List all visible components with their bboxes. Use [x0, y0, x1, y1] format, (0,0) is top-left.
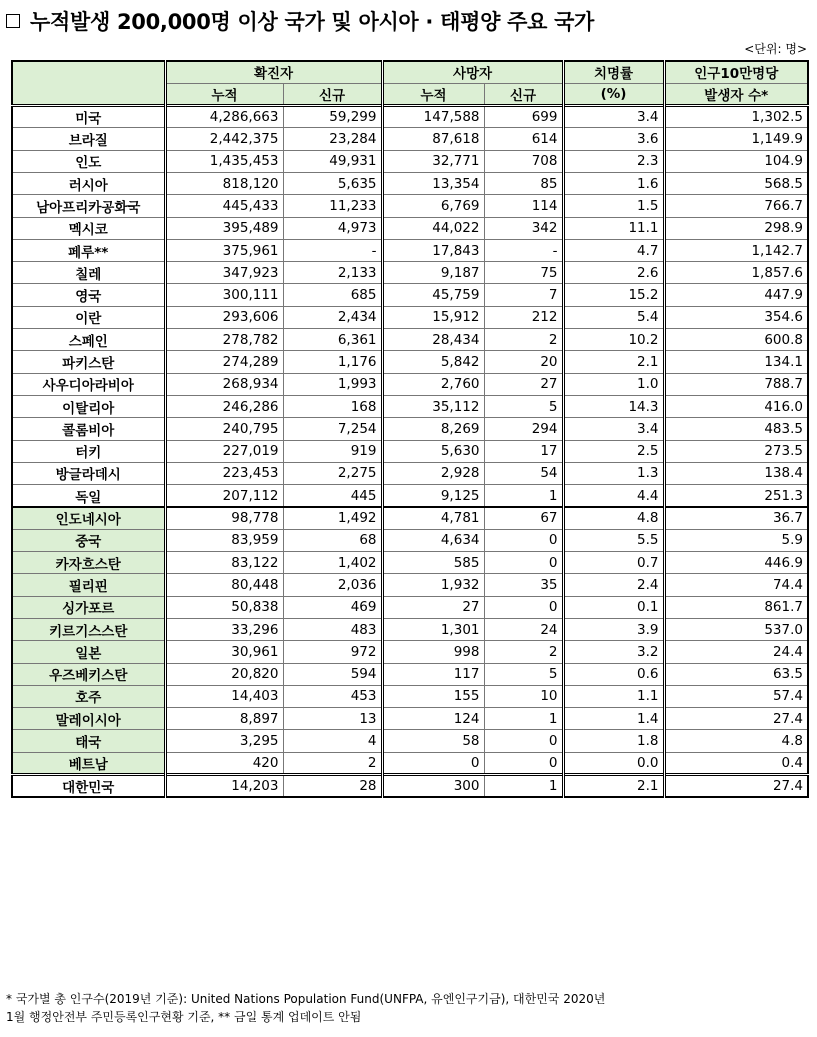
confirmed-new: 919: [283, 440, 382, 462]
country-name: 스페인: [12, 329, 165, 351]
country-name: 말레이시아: [12, 708, 165, 730]
table-row: [12, 150, 808, 172]
confirmed-cumulative: 30,961: [165, 641, 283, 663]
deaths-new: 5: [484, 395, 563, 417]
table-row: [12, 172, 808, 194]
per-100k: 74.4: [664, 574, 808, 596]
table-row: [12, 552, 808, 574]
fatality-rate: 0.0: [563, 752, 664, 774]
per-100k: 1,149.9: [664, 128, 808, 150]
country-name: 사우디아라비아: [12, 373, 165, 395]
deaths-new: -: [484, 239, 563, 261]
deaths-new: 0: [484, 752, 563, 774]
deaths-new: 17: [484, 440, 563, 462]
country-name: 남아프리카공화국: [12, 195, 165, 217]
confirmed-new: 168: [283, 395, 382, 417]
header-fatality-rate: 치명률: [563, 61, 664, 83]
deaths-cumulative: 2,760: [382, 373, 484, 395]
deaths-cumulative: 15,912: [382, 306, 484, 328]
confirmed-new: 1,993: [283, 373, 382, 395]
table-row: [12, 262, 808, 284]
country-name: 터키: [12, 440, 165, 462]
confirmed-new: 594: [283, 663, 382, 685]
per-100k: 861.7: [664, 596, 808, 618]
deaths-cumulative: 117: [382, 663, 484, 685]
table-row: [12, 641, 808, 663]
table-row: [12, 618, 808, 640]
table-row: [12, 730, 808, 752]
table-row: [12, 529, 808, 551]
table-row: [12, 462, 808, 484]
per-100k: 27.4: [664, 775, 808, 798]
fatality-rate: 3.9: [563, 618, 664, 640]
deaths-cumulative: 2,928: [382, 462, 484, 484]
confirmed-cumulative: 347,923: [165, 262, 283, 284]
per-100k: 134.1: [664, 351, 808, 373]
deaths-new: 0: [484, 552, 563, 574]
confirmed-cumulative: 420: [165, 752, 283, 774]
footnote: [6, 990, 811, 1026]
fatality-rate: 2.1: [563, 775, 664, 798]
fatality-rate: 1.8: [563, 730, 664, 752]
country-name: 인도: [12, 150, 165, 172]
table-row: [12, 239, 808, 261]
country-name: 카자흐스탄: [12, 552, 165, 574]
confirmed-new: 59,299: [283, 106, 382, 128]
confirmed-cumulative: 395,489: [165, 217, 283, 239]
header-per-100k-line2: 발생자 수*: [664, 83, 808, 105]
confirmed-cumulative: 98,778: [165, 507, 283, 529]
country-name: 태국: [12, 730, 165, 752]
country-name: 키르기스스탄: [12, 618, 165, 640]
deaths-new: 2: [484, 329, 563, 351]
table-row: [12, 596, 808, 618]
deaths-cumulative: 35,112: [382, 395, 484, 417]
deaths-new: 294: [484, 418, 563, 440]
table-row: [12, 752, 808, 774]
deaths-cumulative: 1,301: [382, 618, 484, 640]
deaths-cumulative: 5,630: [382, 440, 484, 462]
confirmed-new: 2,434: [283, 306, 382, 328]
fatality-rate: 4.7: [563, 239, 664, 261]
per-100k: 1,142.7: [664, 239, 808, 261]
deaths-cumulative: 44,022: [382, 217, 484, 239]
per-100k: 354.6: [664, 306, 808, 328]
confirmed-cumulative: 20,820: [165, 663, 283, 685]
confirmed-cumulative: 1,435,453: [165, 150, 283, 172]
country-name: 대한민국: [12, 775, 165, 798]
confirmed-new: 469: [283, 596, 382, 618]
deaths-cumulative: 0: [382, 752, 484, 774]
confirmed-cumulative: 445,433: [165, 195, 283, 217]
per-100k: 1,302.5: [664, 106, 808, 128]
per-100k: 537.0: [664, 618, 808, 640]
fatality-rate: 3.6: [563, 128, 664, 150]
fatality-rate: 2.4: [563, 574, 664, 596]
confirmed-new: 4,973: [283, 217, 382, 239]
footnote-line-1: * 국가별 총 인구수(2019년 기준): United Nations Population Fund(UNFPA, 유엔인구기금), 대한민국 2020년: [6, 992, 606, 1006]
confirmed-new: 23,284: [283, 128, 382, 150]
deaths-cumulative: 5,842: [382, 351, 484, 373]
fatality-rate: 2.1: [563, 351, 664, 373]
per-100k: 298.9: [664, 217, 808, 239]
table-body: [12, 106, 808, 797]
deaths-new: 699: [484, 106, 563, 128]
deaths-new: 20: [484, 351, 563, 373]
confirmed-cumulative: 83,959: [165, 529, 283, 551]
country-name: 독일: [12, 485, 165, 507]
confirmed-cumulative: 14,403: [165, 685, 283, 707]
per-100k: 36.7: [664, 507, 808, 529]
table-row: [12, 329, 808, 351]
confirmed-new: 5,635: [283, 172, 382, 194]
country-name: 칠레: [12, 262, 165, 284]
table-row: [12, 395, 808, 417]
deaths-new: 54: [484, 462, 563, 484]
confirmed-cumulative: 4,286,663: [165, 106, 283, 128]
deaths-new: 0: [484, 730, 563, 752]
deaths-cumulative: 87,618: [382, 128, 484, 150]
per-100k: 5.9: [664, 529, 808, 551]
fatality-rate: 1.4: [563, 708, 664, 730]
confirmed-cumulative: 14,203: [165, 775, 283, 798]
confirmed-new: 68: [283, 529, 382, 551]
country-name: 러시아: [12, 172, 165, 194]
confirmed-new: 2: [283, 752, 382, 774]
header-per-100k: 인구10만명당: [664, 61, 808, 83]
page-title-text: 누적발생 200,000명 이상 국가 및 아시아 · 태평양 주요 국가: [30, 10, 595, 34]
confirmed-cumulative: 223,453: [165, 462, 283, 484]
fatality-rate: 11.1: [563, 217, 664, 239]
per-100k: 63.5: [664, 663, 808, 685]
fatality-rate: 2.5: [563, 440, 664, 462]
fatality-rate: 5.4: [563, 306, 664, 328]
fatality-rate: 3.4: [563, 106, 664, 128]
confirmed-cumulative: 240,795: [165, 418, 283, 440]
deaths-cumulative: 58: [382, 730, 484, 752]
deaths-new: 114: [484, 195, 563, 217]
header-confirmed-new: 신규: [283, 83, 382, 105]
country-name: 페루**: [12, 239, 165, 261]
fatality-rate: 3.2: [563, 641, 664, 663]
table-row: [12, 775, 808, 798]
confirmed-new: 1,402: [283, 552, 382, 574]
deaths-new: 1: [484, 485, 563, 507]
per-100k: 27.4: [664, 708, 808, 730]
deaths-cumulative: 300: [382, 775, 484, 798]
deaths-new: 342: [484, 217, 563, 239]
fatality-rate: 1.1: [563, 685, 664, 707]
confirmed-new: 13: [283, 708, 382, 730]
per-100k: 138.4: [664, 462, 808, 484]
per-100k: 273.5: [664, 440, 808, 462]
fatality-rate: 4.4: [563, 485, 664, 507]
covid-country-table: [11, 60, 809, 798]
confirmed-new: 7,254: [283, 418, 382, 440]
per-100k: 0.4: [664, 752, 808, 774]
fatality-rate: 0.7: [563, 552, 664, 574]
deaths-new: 35: [484, 574, 563, 596]
country-name: 브라질: [12, 128, 165, 150]
confirmed-cumulative: 300,111: [165, 284, 283, 306]
header-deaths: 사망자: [382, 61, 563, 83]
per-100k: 57.4: [664, 685, 808, 707]
deaths-new: 85: [484, 172, 563, 194]
table-row: [12, 128, 808, 150]
confirmed-cumulative: 293,606: [165, 306, 283, 328]
deaths-cumulative: 4,781: [382, 507, 484, 529]
country-name: 방글라데시: [12, 462, 165, 484]
deaths-new: 27: [484, 373, 563, 395]
fatality-rate: 0.6: [563, 663, 664, 685]
checkbox-square-icon: [6, 14, 20, 28]
per-100k: 24.4: [664, 641, 808, 663]
footnote-line-2: 1월 행정안전부 주민등록인구현황 기준, ** 금일 통계 업데이트 안됨: [6, 1010, 362, 1024]
per-100k: 447.9: [664, 284, 808, 306]
deaths-cumulative: 27: [382, 596, 484, 618]
per-100k: 788.7: [664, 373, 808, 395]
header-fatality-unit: (%): [563, 83, 664, 105]
fatality-rate: 0.1: [563, 596, 664, 618]
deaths-new: 10: [484, 685, 563, 707]
country-name: 싱가포르: [12, 596, 165, 618]
deaths-cumulative: 1,932: [382, 574, 484, 596]
fatality-rate: 15.2: [563, 284, 664, 306]
confirmed-new: 445: [283, 485, 382, 507]
confirmed-cumulative: 207,112: [165, 485, 283, 507]
deaths-cumulative: 28,434: [382, 329, 484, 351]
confirmed-new: 49,931: [283, 150, 382, 172]
fatality-rate: 2.6: [563, 262, 664, 284]
deaths-cumulative: 9,187: [382, 262, 484, 284]
country-name: 콜롬비아: [12, 418, 165, 440]
per-100k: 4.8: [664, 730, 808, 752]
per-100k: 1,857.6: [664, 262, 808, 284]
confirmed-new: 11,233: [283, 195, 382, 217]
per-100k: 446.9: [664, 552, 808, 574]
fatality-rate: 10.2: [563, 329, 664, 351]
country-name: 인도네시아: [12, 507, 165, 529]
table-row: [12, 195, 808, 217]
fatality-rate: 1.5: [563, 195, 664, 217]
table-row: [12, 284, 808, 306]
table-row: [12, 708, 808, 730]
deaths-new: 1: [484, 775, 563, 798]
fatality-rate: 4.8: [563, 507, 664, 529]
deaths-new: 0: [484, 596, 563, 618]
confirmed-new: 2,036: [283, 574, 382, 596]
country-name: 중국: [12, 529, 165, 551]
country-name: 필리핀: [12, 574, 165, 596]
confirmed-new: 4: [283, 730, 382, 752]
confirmed-cumulative: 2,442,375: [165, 128, 283, 150]
confirmed-cumulative: 33,296: [165, 618, 283, 640]
header-confirmed-cumulative: 누적: [165, 83, 283, 105]
deaths-cumulative: 6,769: [382, 195, 484, 217]
deaths-cumulative: 147,588: [382, 106, 484, 128]
country-name: 멕시코: [12, 217, 165, 239]
table-row: [12, 418, 808, 440]
header-country-cell: [12, 61, 165, 106]
table-row: [12, 306, 808, 328]
country-name: 이란: [12, 306, 165, 328]
deaths-new: 75: [484, 262, 563, 284]
confirmed-cumulative: 818,120: [165, 172, 283, 194]
deaths-new: 212: [484, 306, 563, 328]
deaths-new: 614: [484, 128, 563, 150]
table-row: [12, 485, 808, 507]
per-100k: 568.5: [664, 172, 808, 194]
country-name: 이탈리아: [12, 395, 165, 417]
deaths-new: 5: [484, 663, 563, 685]
deaths-cumulative: 4,634: [382, 529, 484, 551]
confirmed-cumulative: 375,961: [165, 239, 283, 261]
table-row: [12, 440, 808, 462]
table-row: [12, 373, 808, 395]
header-deaths-cumulative: 누적: [382, 83, 484, 105]
country-name: 파키스탄: [12, 351, 165, 373]
table-row: [12, 507, 808, 529]
deaths-new: 0: [484, 529, 563, 551]
confirmed-new: 2,275: [283, 462, 382, 484]
deaths-cumulative: 998: [382, 641, 484, 663]
per-100k: 251.3: [664, 485, 808, 507]
fatality-rate: 3.4: [563, 418, 664, 440]
country-name: 일본: [12, 641, 165, 663]
per-100k: 766.7: [664, 195, 808, 217]
fatality-rate: 1.3: [563, 462, 664, 484]
fatality-rate: 1.6: [563, 172, 664, 194]
fatality-rate: 2.3: [563, 150, 664, 172]
table-row: [12, 574, 808, 596]
header-confirmed: 확진자: [165, 61, 382, 83]
table-row: [12, 217, 808, 239]
country-name: 호주: [12, 685, 165, 707]
deaths-cumulative: 8,269: [382, 418, 484, 440]
fatality-rate: 1.0: [563, 373, 664, 395]
confirmed-new: -: [283, 239, 382, 261]
per-100k: 104.9: [664, 150, 808, 172]
confirmed-new: 1,176: [283, 351, 382, 373]
per-100k: 483.5: [664, 418, 808, 440]
unit-label: <단위: 명>: [744, 42, 807, 56]
fatality-rate: 5.5: [563, 529, 664, 551]
per-100k: 416.0: [664, 395, 808, 417]
confirmed-cumulative: 274,289: [165, 351, 283, 373]
confirmed-cumulative: 278,782: [165, 329, 283, 351]
per-100k: 600.8: [664, 329, 808, 351]
country-name: 베트남: [12, 752, 165, 774]
confirmed-new: 6,361: [283, 329, 382, 351]
country-name: 미국: [12, 106, 165, 128]
table-row: [12, 106, 808, 128]
deaths-cumulative: 32,771: [382, 150, 484, 172]
confirmed-new: 1,492: [283, 507, 382, 529]
confirmed-cumulative: 50,838: [165, 596, 283, 618]
deaths-new: 7: [484, 284, 563, 306]
deaths-cumulative: 124: [382, 708, 484, 730]
table-row: [12, 663, 808, 685]
fatality-rate: 14.3: [563, 395, 664, 417]
confirmed-new: 685: [283, 284, 382, 306]
deaths-cumulative: 17,843: [382, 239, 484, 261]
deaths-new: 24: [484, 618, 563, 640]
deaths-new: 1: [484, 708, 563, 730]
confirmed-new: 2,133: [283, 262, 382, 284]
deaths-new: 67: [484, 507, 563, 529]
country-name: 우즈베키스탄: [12, 663, 165, 685]
deaths-cumulative: 585: [382, 552, 484, 574]
confirmed-cumulative: 268,934: [165, 373, 283, 395]
confirmed-new: 453: [283, 685, 382, 707]
header-deaths-new: 신규: [484, 83, 563, 105]
confirmed-cumulative: 3,295: [165, 730, 283, 752]
confirmed-new: 483: [283, 618, 382, 640]
confirmed-new: 28: [283, 775, 382, 798]
confirmed-cumulative: 80,448: [165, 574, 283, 596]
deaths-new: 708: [484, 150, 563, 172]
deaths-cumulative: 13,354: [382, 172, 484, 194]
confirmed-new: 972: [283, 641, 382, 663]
table-row: [12, 351, 808, 373]
deaths-cumulative: 45,759: [382, 284, 484, 306]
confirmed-cumulative: 246,286: [165, 395, 283, 417]
deaths-new: 2: [484, 641, 563, 663]
confirmed-cumulative: 8,897: [165, 708, 283, 730]
confirmed-cumulative: 227,019: [165, 440, 283, 462]
table-row: [12, 685, 808, 707]
deaths-cumulative: 155: [382, 685, 484, 707]
confirmed-cumulative: 83,122: [165, 552, 283, 574]
country-name: 영국: [12, 284, 165, 306]
header-row-1: [12, 61, 808, 83]
page-title: [6, 4, 594, 38]
deaths-cumulative: 9,125: [382, 485, 484, 507]
